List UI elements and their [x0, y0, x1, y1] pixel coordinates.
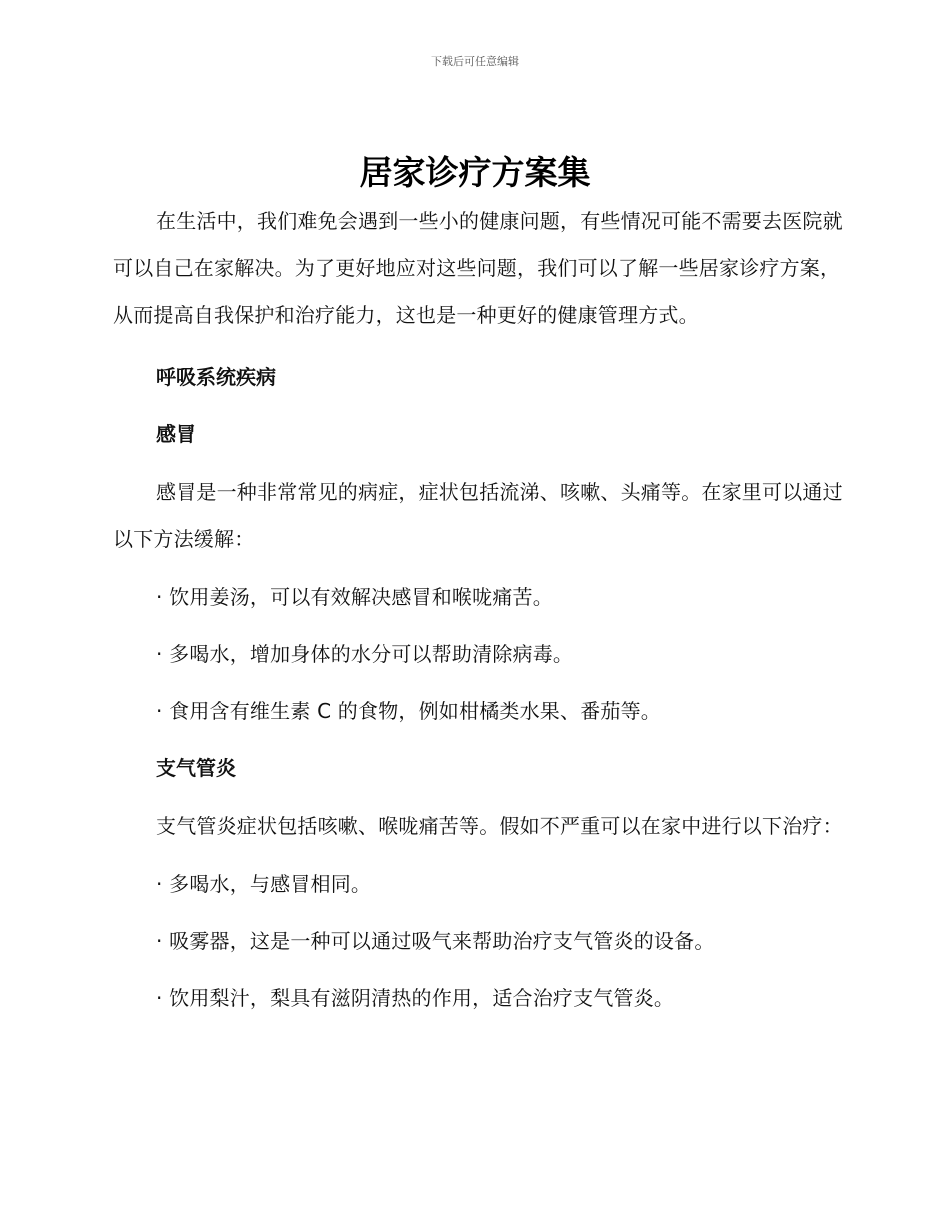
section-heading-respiratory: 呼吸系统疾病: [156, 365, 276, 389]
subheading-cold: 感冒: [156, 422, 196, 446]
intro-paragraph: 在生活中，我们难免会遇到一些小的健康问题，有些情况可能不需要去医院就可以自己在家解决。为了更好地应对这些问题，我们可以了解一些居家诊疗方案，从而提高自我保护和治疗能力，这也是一种更好的健康管理方式。: [113, 209, 843, 327]
list-item: · 吸雾器，这是一种可以通过吸气来帮助治疗支气管炎的设备。: [156, 929, 715, 953]
subheading-bronchitis: 支气管炎: [156, 756, 236, 780]
list-item: · 饮用梨汁，梨具有滋阴清热的作用，适合治疗支气管炎。: [156, 986, 675, 1010]
page-title: 居家诊疗方案集: [359, 153, 591, 192]
list-item: · 食用含有维生素 C 的食物，例如柑橘类水果、番茄等。: [156, 699, 661, 723]
document-body: [113, 198, 843, 1027]
bronchitis-paragraph: 支气管炎症状包括咳嗽、喉咙痛苦等。假如不严重可以在家中进行以下治疗：: [156, 814, 843, 838]
cold-paragraph: 感冒是一种非常常见的病症，症状包括流涕、咳嗽、头痛等。在家里可以通过以下方法缓解：: [113, 480, 843, 551]
header-note: 下载后可任意编辑: [431, 55, 519, 68]
list-item: · 多喝水，增加身体的水分可以帮助清除病毒。: [156, 642, 574, 666]
list-item: · 多喝水，与感冒相同。: [156, 872, 372, 896]
list-item: · 饮用姜汤，可以有效解决感冒和喉咙痛苦。: [156, 585, 553, 609]
